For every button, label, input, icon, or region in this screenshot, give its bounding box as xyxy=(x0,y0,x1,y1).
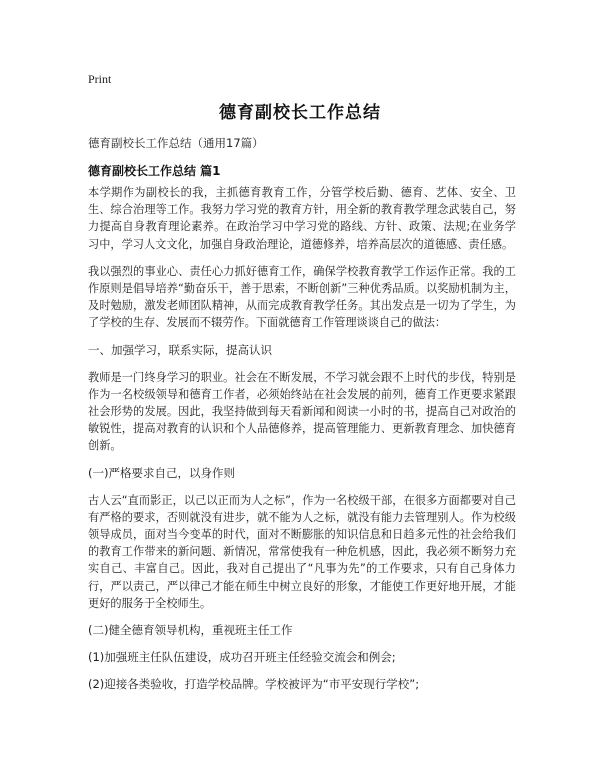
paragraph-intro: 本学期作为副校长的我，主抓德育教育工作，分管学校后勤、德育、艺体、安全、卫生、综合治理等工作。我努力学习党的教育方针，用全新的教育教学理念武装自己，努力提高自身教育理论素养。在政治学习中学习党的路线、方针、政策、法规;在业务学习中，学习人文文化，加强自身政治理论，道德修养，培养高层次的道德感、责任感。 xyxy=(88,186,516,251)
paragraph-learning: 教师是一门终身学习的职业。社会在不断发展，不学习就会跟不上时代的步伐，特别是作为一名校级领导和德育工作者，必须始终站在社会发展的前列，德育工作更要求紧跟社会形势的发展。因此，我坚持做到每天看新闻和阅读一小时的书，提高自己对政治的敏锐性，提高对教育的认识和个人品德修养，提高管理能力、更新教育理念、加快德育创新。 xyxy=(88,370,516,453)
document-body xyxy=(88,184,516,703)
document-subtitle: 德育副校长工作总结（通用17篇） xyxy=(88,136,264,150)
page-title: 德育副校长工作总结 xyxy=(219,103,381,123)
paragraph-principles: 我以强烈的事业心、责任心力抓好德育工作，确保学校教育教学工作运作正常。我的工作原则是倡导培养“勤奋乐干，善于思索，不断创新”三种优秀品质。以奖励机制为主，及时勉励，激发老师团队精神，从而完成教育教学任务。其出发点是一切为了学生，为了学校的生存、发展而不辍劳作。下面就德育工作管理谈谈自己的做法： xyxy=(88,264,516,330)
print-link[interactable]: Print xyxy=(88,72,112,86)
subheading-1-2: (二)健全德育领导机构，重视班主任工作 xyxy=(88,623,293,638)
subheading-1: 一、加强学习，联系实际，提高认识 xyxy=(88,342,272,357)
list-item-1: (1)加强班主任队伍建设，成功召开班主任经验交流会和例会; xyxy=(88,650,396,665)
paragraph-self-discipline: 古人云“直而影正，以己以正而为人之标”，作为一名校级干部，在很多方面都要对自己有严格的要求，否则就没有进步，就不能为人之标，就没有能力去管理别人。作为校级领导成员，面对当今变革的时代，面对不断膨胀的知识信息和日趋多元性的社会给我们的教育工作带来的新问题、新情况，常常使我有一种危机感，因此，我必须不断努力充实自己、丰富自己。因此，我对自己提出了“凡事为先”的工作要求，只有自己身体力行，严以责己，严以律己才能在师生中树立良好的形象，才能使工作更好地开展，才能更好的服务于全校师生。 xyxy=(88,493,516,610)
subheading-1-1: (一)严格要求自己，以身作则 xyxy=(88,465,235,480)
section-heading: 德育副校长工作总结 篇1 xyxy=(88,164,221,178)
list-item-2: (2)迎接各类验收，打造学校品牌。学校被评为“市平安现行学校”; xyxy=(88,677,420,692)
